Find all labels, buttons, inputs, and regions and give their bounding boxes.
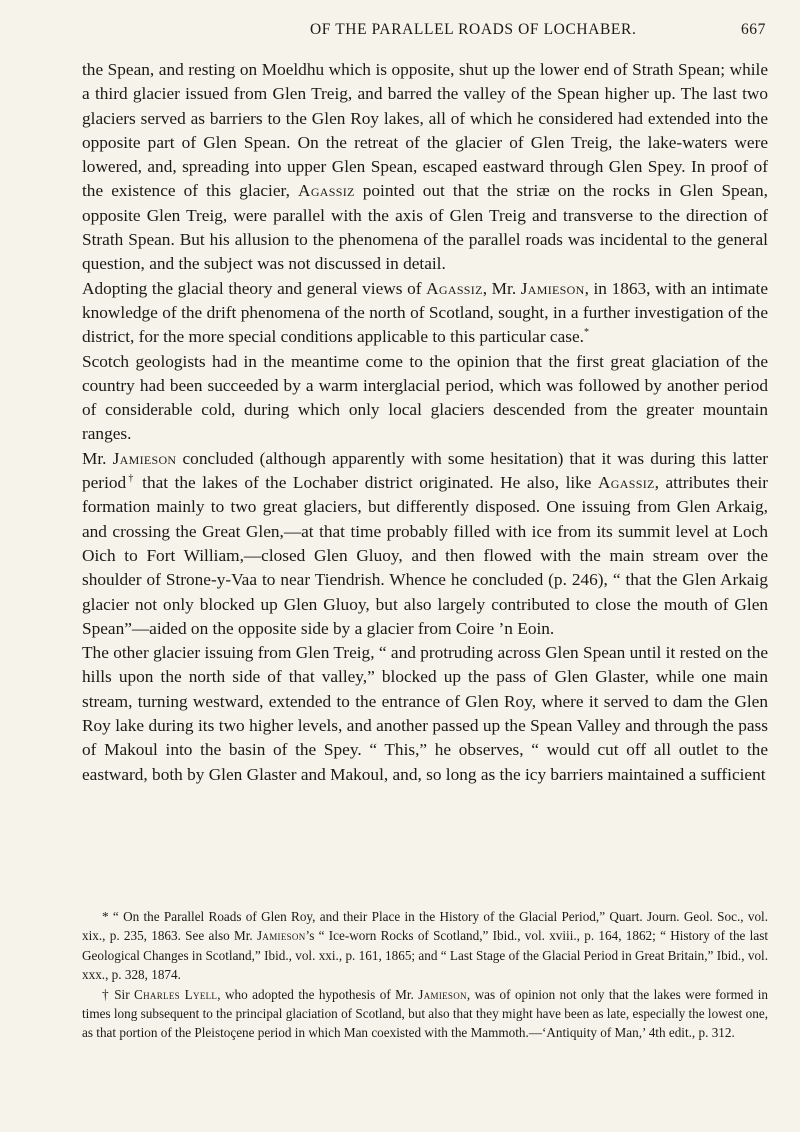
footnote-ref: * xyxy=(583,327,589,339)
running-title: OF THE PARALLEL ROADS OF LOCHABER. xyxy=(310,21,637,38)
footnotes xyxy=(82,907,768,1043)
body-text xyxy=(82,58,768,787)
author-name: Jamieson xyxy=(520,278,585,298)
paragraph-1: the Spean, and resting on Moeldhu which is opposite, shut up the lower end of Strath Spean; while a third glacier issued from Glen Treig, and barred the valley of the Spean higher up. The last two glaciers served as barriers to the Glen Roy lakes, all of which he considered had extended into the opposite part of Glen Spean. On the retreat of the glacier of Glen Treig, the lake-waters were lowered, and, spreading into upper Glen Spean, escaped eastward through Glen Spey. In proof of the existence of this glacier, Agassiz pointed out that the striæ on the rocks in Glen Spean, opposite Glen Treig, were parallel with the axis of Glen Treig and transverse to the direction of Strath Spean. But his allusion to the phenomena of the parallel roads was incidental to the general question, and the subject was not discussed in detail. xyxy=(82,60,768,274)
footnote-mark: * xyxy=(102,909,109,924)
footnote-2: † Sir Charles Lyell, who adopted the hypothesis of Mr. Jamieson, was of opinion not only that the lakes were formed in times long subsequent to the principal glaciation of Scotland, but also that they might have been as late, especially the lowest one, as that portion of the Pleistoçene period in which Man coexisted with the Mammoth.—‘Antiquity of Man,’ 4th edit., p. 312. xyxy=(82,986,769,1041)
paragraph-3: Scotch geologists had in the meantime come to the opinion that the first great glaciation of the country had been succeeded by a warm interglacial period, which was followed by another period of considerable cold, during which only local glaciers descended from the greater mountain ranges. xyxy=(82,351,768,444)
author-name: Agassiz xyxy=(298,181,355,201)
page-header xyxy=(82,16,766,40)
author-name: Jamieson xyxy=(418,986,467,1002)
paragraph-4: Mr. Jamieson concluded (although apparently with some hesitation) that it was during this latter period† that the lakes of the Lochaber district originated. He also, like Agassiz, attributes their formation mainly to two great glaciers, but differently disposed. One issuing from Glen Arkaig, and crossing the Great Glen,—at that time probably filled with ice from its summit level at Loch Oich to Fort William,—closed Glen Gluoy, and then flowed with the main stream over the shoulder of Strone-y-Vaa to near Tiendrish. Whence he concluded (p. 246), “ that the Glen Arkaig glacier not only blocked up Glen Gluoy, but also largely contributed to close the mouth of Glen Spean”—aided on the opposite side by a glacier from Coire ’n Eoin. xyxy=(82,448,769,638)
author-name: Agassiz xyxy=(598,473,655,493)
author-name: Jamieson xyxy=(256,928,306,944)
author-name: Agassiz xyxy=(426,278,483,298)
author-name: Jamieson xyxy=(112,448,177,468)
footnote-mark: † xyxy=(102,986,110,1002)
paragraph-2: Adopting the glacial theory and general views of Agassiz, Mr. Jamieson, in 1863, with an intimate knowledge of the drift phenomena of the north of Scotland, sought, in a further investigation of the district, for the more special conditions applicable to this particular case.* xyxy=(82,278,768,347)
paragraph-5: The other glacier issuing from Glen Treig, “ and protruding across Glen Spean until it rested on the hills upon the north side of that valley,” blocked up the pass of Glen Glaster, while one main stream, turning westward, extended to the entrance of Glen Roy, where it served to dam the Glen Roy lake during its two higher levels, and another passed up the Spean Valley and through the pass of Makoul into the basin of the Spey. “ This,” he observes, “ would cut off all outlet to the eastward, both by Glen Glaster and Makoul, and, so long as the icy barriers maintained a sufficient xyxy=(82,643,768,784)
footnote-ref: † xyxy=(126,473,136,485)
footnote-1: * “ On the Parallel Roads of Glen Roy, and their Place in the History of the Glacial Period,” Quart. Journ. Geol. Soc., vol. xix., p. 235, 1863. See also Mr. Jamieson’s “ Ice-worn Rocks of Scotland,” Ibid., vol. xviii., p. 164, 1862; “ History of the last Geological Changes in Scotland,” Ibid., vol. xxi., p. 161, 1865; and “ Last Stage of the Glacial Period in Great Britain,” Ibid., vol. xxx., p. 328, 1874. xyxy=(82,909,768,983)
page-number: 667 xyxy=(740,21,766,38)
author-name: Charles Lyell xyxy=(134,986,218,1002)
